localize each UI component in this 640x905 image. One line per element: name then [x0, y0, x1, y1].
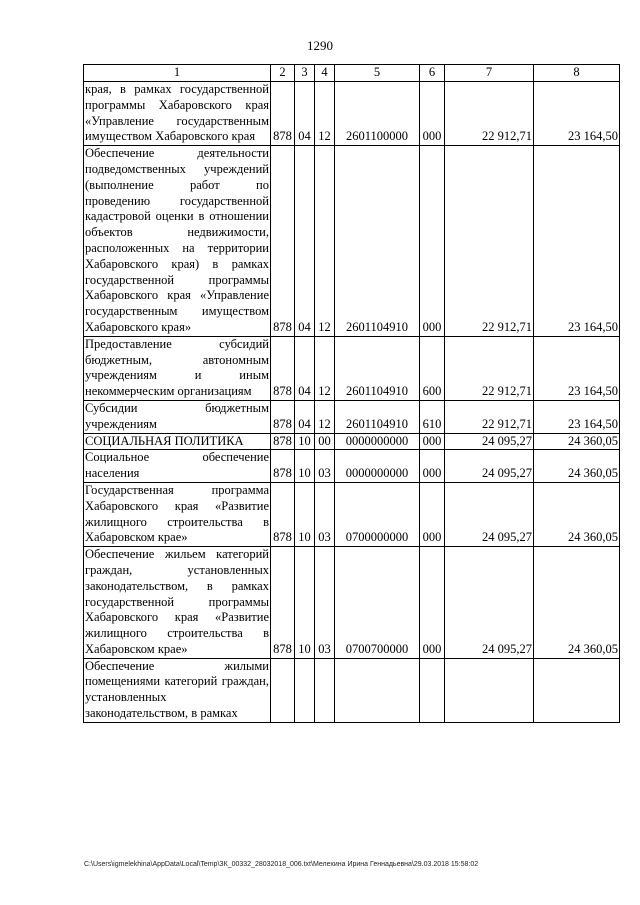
cell-target: 2601100000 [335, 82, 420, 146]
header-cell: 1 [84, 65, 271, 82]
cell-target [335, 658, 420, 722]
cell-ministry: 878 [271, 146, 295, 337]
cell-amount-1: 22 912,71 [445, 146, 534, 337]
cell-section: 10 [295, 433, 315, 450]
cell-amount-2: 23 164,50 [534, 146, 620, 337]
cell-ministry: 878 [271, 400, 295, 433]
row-name: Обеспечение жильем категорий граждан, установленных законодательством, в рамках государственной программы Хабаровского края «Развитие жилищного строительства в Хабаровском крае» [84, 547, 271, 659]
cell-target: 2601104910 [335, 146, 420, 337]
table-row [84, 82, 620, 146]
cell-amount-2: 23 164,50 [534, 82, 620, 146]
cell-target: 2601104910 [335, 400, 420, 433]
cell-expense-type: 000 [420, 82, 445, 146]
cell-amount-2: 24 360,05 [534, 450, 620, 483]
header-cell: 7 [445, 65, 534, 82]
table-row [84, 336, 620, 400]
header-cell: 5 [335, 65, 420, 82]
table-row [84, 547, 620, 659]
cell-subsection: 12 [315, 82, 335, 146]
header-cell: 8 [534, 65, 620, 82]
cell-target: 2601104910 [335, 336, 420, 400]
header-cell: 2 [271, 65, 295, 82]
header-cell: 4 [315, 65, 335, 82]
cell-ministry: 878 [271, 82, 295, 146]
cell-subsection: 00 [315, 433, 335, 450]
cell-amount-1: 24 095,27 [445, 450, 534, 483]
cell-section: 10 [295, 547, 315, 659]
table-row [84, 433, 620, 450]
cell-ministry: 878 [271, 450, 295, 483]
table-row [84, 146, 620, 337]
row-name: края, в рамках государственной программы Хабаровского края «Управление государственным имуществом Хабаровского края [84, 82, 271, 146]
cell-amount-1 [445, 658, 534, 722]
cell-amount-1: 24 095,27 [445, 482, 534, 546]
cell-subsection: 12 [315, 400, 335, 433]
row-name: Государственная программа Хабаровского края «Развитие жилищного строительства в Хабаровском крае» [84, 482, 271, 546]
cell-expense-type: 610 [420, 400, 445, 433]
cell-amount-2 [534, 658, 620, 722]
cell-section: 04 [295, 400, 315, 433]
cell-expense-type: 000 [420, 433, 445, 450]
row-name: Субсидии бюджетным учреждениям [84, 400, 271, 433]
cell-ministry [271, 658, 295, 722]
row-name: Обеспечение деятельности подведомственных учреждений (выполнение работ по проведению государственной кадастровой оценки в отношении объектов недвижимости, расположенных на территории Хабаровского края) в рамках государственной программы Хабаровского края «Управление государственным имуществом Хабаровского края» [84, 146, 271, 337]
cell-ministry: 878 [271, 336, 295, 400]
cell-section: 04 [295, 146, 315, 337]
cell-section [295, 658, 315, 722]
cell-section: 04 [295, 82, 315, 146]
file-path-footer: C:\Users\igmelekhina\AppData\Local\Temp\ЗК_00332_28032018_006.txt\Мелехина Ирина Геннадьевна\29.03.2018 15:58:02 [84, 861, 479, 868]
cell-ministry: 878 [271, 482, 295, 546]
cell-section: 10 [295, 450, 315, 483]
cell-subsection: 12 [315, 146, 335, 337]
header-cell: 3 [295, 65, 315, 82]
cell-expense-type: 000 [420, 547, 445, 659]
table-row [84, 450, 620, 483]
cell-ministry: 878 [271, 547, 295, 659]
cell-amount-2: 24 360,05 [534, 547, 620, 659]
table-row [84, 400, 620, 433]
cell-expense-type: 600 [420, 336, 445, 400]
cell-target: 0700700000 [335, 547, 420, 659]
cell-subsection [315, 658, 335, 722]
cell-subsection: 03 [315, 482, 335, 546]
cell-amount-1: 24 095,27 [445, 547, 534, 659]
cell-amount-1: 22 912,71 [445, 400, 534, 433]
cell-ministry: 878 [271, 433, 295, 450]
cell-subsection: 12 [315, 336, 335, 400]
cell-section: 10 [295, 482, 315, 546]
cell-target: 0000000000 [335, 433, 420, 450]
cell-amount-2: 23 164,50 [534, 400, 620, 433]
cell-expense-type: 000 [420, 450, 445, 483]
cell-expense-type: 000 [420, 146, 445, 337]
row-name: Предоставление субсидий бюджетным, автономным учреждениям и иным некоммерческим организациям [84, 336, 271, 400]
header-cell: 6 [420, 65, 445, 82]
cell-amount-1: 22 912,71 [445, 336, 534, 400]
row-name: Обеспечение жилыми помещениями категорий граждан, установленных законодательством, в рамках [84, 658, 271, 722]
cell-amount-1: 22 912,71 [445, 82, 534, 146]
table-row [84, 658, 620, 722]
cell-expense-type: 000 [420, 482, 445, 546]
cell-target: 0700000000 [335, 482, 420, 546]
cell-section: 04 [295, 336, 315, 400]
cell-amount-1: 24 095,27 [445, 433, 534, 450]
cell-target: 0000000000 [335, 450, 420, 483]
row-name: СОЦИАЛЬНАЯ ПОЛИТИКА [84, 433, 271, 450]
cell-subsection: 03 [315, 547, 335, 659]
cell-amount-2: 24 360,05 [534, 482, 620, 546]
cell-amount-2: 24 360,05 [534, 433, 620, 450]
header-row [84, 65, 620, 82]
table-row [84, 482, 620, 546]
cell-subsection: 03 [315, 450, 335, 483]
page-number: 1290 [307, 38, 333, 53]
row-name: Социальное обеспечение населения [84, 450, 271, 483]
cell-expense-type [420, 658, 445, 722]
cell-amount-2: 23 164,50 [534, 336, 620, 400]
budget-table [83, 64, 620, 723]
